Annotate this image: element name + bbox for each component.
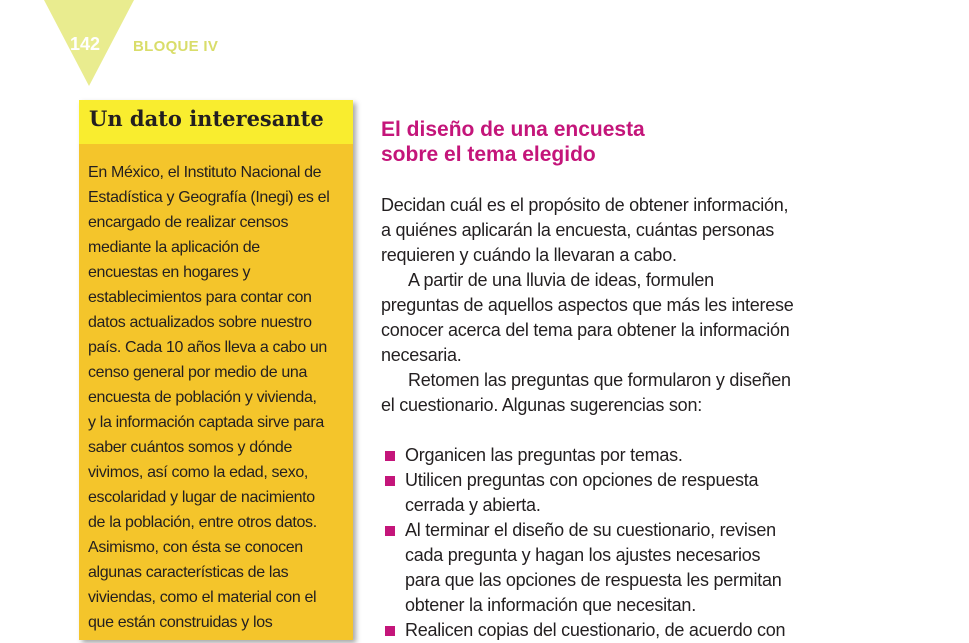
main-text [381, 193, 794, 418]
paragraph-line: conocer acerca del tema para obtener la información [381, 320, 790, 340]
sidebar-line: que están construidas y los [88, 614, 273, 631]
list-item-line: Organicen las preguntas por temas. [405, 445, 683, 465]
sidebar-line: censo general por medio de una [88, 364, 307, 381]
sidebar-line: establecimientos para contar con [88, 289, 312, 306]
sidebar-line: En México, el Instituto Nacional de [88, 164, 322, 181]
sidebar-line: de la población, entre otros datos. [88, 514, 317, 531]
sidebar-line: vivimos, así como la edad, sexo, [88, 464, 309, 481]
list-item-line: cada pregunta y hagan los ajustes necesarios [405, 545, 761, 565]
paragraph-line: A partir de una lluvia de ideas, formulen [408, 270, 714, 290]
heading-line: sobre el tema elegido [381, 143, 596, 166]
paragraph-line: preguntas de aquellos aspectos que más les interese [381, 295, 794, 315]
sidebar-line: Estadística y Geografía (Inegi) es el [88, 189, 330, 206]
section-heading [381, 117, 645, 167]
paragraph-line: requieren y cuándo la llevaran a cabo. [381, 245, 677, 265]
list-item-line: cerrada y abierta. [405, 495, 541, 515]
sidebar-line: escolaridad y lugar de nacimiento [88, 489, 315, 506]
page-number: 142 [70, 34, 101, 54]
bullet-square-icon [385, 626, 395, 636]
paragraph-line: Decidan cuál es el propósito de obtener información, [381, 195, 789, 215]
bullet-square-icon [385, 451, 395, 461]
list-item-line: Al terminar el diseño de su cuestionario, revisen [405, 520, 776, 540]
sidebar-line: encuesta de población y vivienda, [88, 389, 317, 406]
suggestion-list [385, 443, 785, 643]
sidebar-line: y la información captada sirve para [88, 414, 324, 431]
paragraph-line: a quiénes aplicarán la encuesta, cuántas personas [381, 220, 775, 240]
sidebar-line: encargado de realizar censos [88, 214, 289, 231]
paragraph-line: el cuestionario. Algunas sugerencias son: [381, 395, 702, 415]
sidebar-line: algunas características de las [88, 564, 289, 581]
heading-line: El diseño de una encuesta [381, 118, 645, 141]
sidebar-body [79, 144, 353, 635]
list-item [385, 443, 785, 468]
list-item-line: Realicen copias del cuestionario, de acuerdo con [405, 620, 786, 640]
sidebar-line: mediante la aplicación de [88, 239, 260, 256]
list-item [385, 468, 785, 518]
bullet-square-icon [385, 476, 395, 486]
list-item-line: obtener la información que necesitan. [405, 595, 696, 615]
list-item [385, 518, 785, 618]
section-label: BLOQUE IV [133, 38, 219, 55]
sidebar-title: Un dato interesante [89, 106, 324, 131]
bullet-square-icon [385, 526, 395, 536]
paragraph-line: Retomen las preguntas que formularon y diseñen [408, 370, 791, 390]
info-sidebar [79, 100, 353, 640]
sidebar-line: datos actualizados sobre nuestro [88, 314, 312, 331]
list-item-line: Utilicen preguntas con opciones de respuesta [405, 470, 759, 490]
list-item-line: para que las opciones de respuesta les permitan [405, 570, 782, 590]
sidebar-line: Asimismo, con ésta se conocen [88, 539, 303, 556]
list-item [385, 618, 785, 643]
paragraph-line: necesaria. [381, 345, 462, 365]
sidebar-line: viviendas, como el material con el [88, 589, 317, 606]
sidebar-line: país. Cada 10 años lleva a cabo un [88, 339, 327, 356]
sidebar-header [79, 100, 353, 144]
sidebar-line: encuestas en hogares y [88, 264, 251, 281]
sidebar-line: saber cuántos somos y dónde [88, 439, 293, 456]
